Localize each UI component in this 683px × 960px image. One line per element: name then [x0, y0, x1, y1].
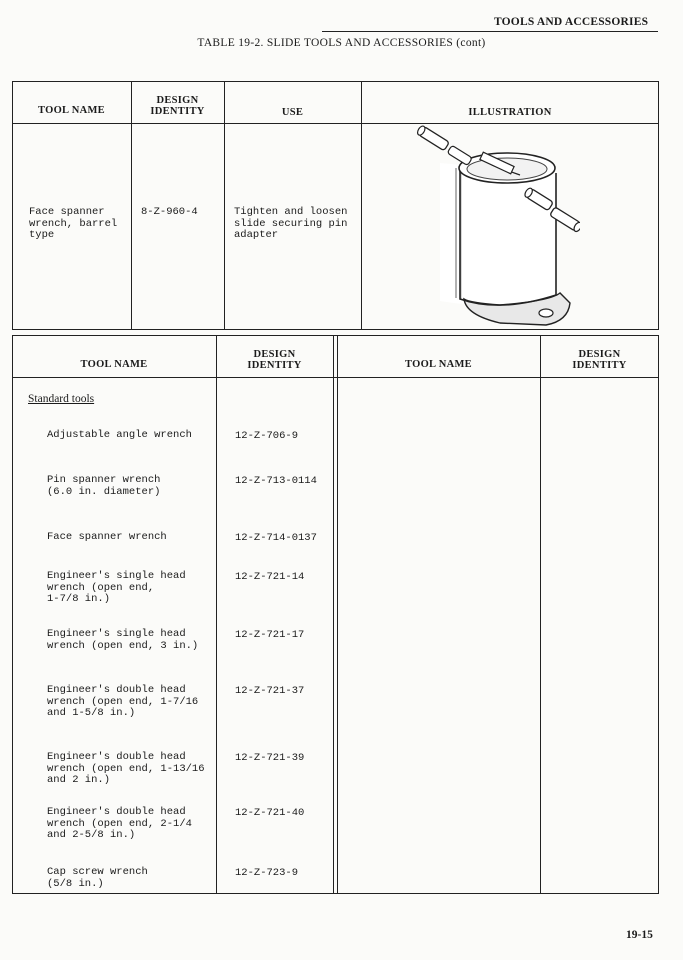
top-row-design-identity: 8-Z-960-4 [141, 206, 198, 218]
table-title: TABLE 19-2. SLIDE TOOLS AND ACCESSORIES (cont) [197, 37, 486, 49]
tool-name: Cap screw wrench (5/8 in.) [47, 866, 148, 890]
top-table-divider [361, 81, 362, 330]
tool-identity: 12-Z-721-40 [235, 807, 305, 819]
bottom-table-divider [337, 335, 338, 894]
tool-identity: 12-Z-713-0114 [235, 475, 317, 487]
top-header-illustration: ILLUSTRATION [468, 107, 552, 118]
top-table-divider [131, 81, 132, 330]
tool-name: Engineer's double head wrench (open end, 1-13/16 and 2 in.) [47, 751, 205, 786]
tool-identity: 12-Z-721-39 [235, 752, 305, 764]
tool-identity: 12-Z-706-9 [235, 430, 299, 442]
tool-name: Engineer's single head wrench (open end, 3 in.) [47, 628, 199, 652]
section-header: TOOLS AND ACCESSORIES [494, 16, 649, 28]
tool-name: Adjustable angle wrench [47, 429, 192, 441]
tool-identity: 12-Z-723-9 [235, 867, 299, 879]
tool-identity: 12-Z-721-37 [235, 685, 305, 697]
top-header-tool-name: TOOL NAME [38, 105, 105, 116]
bottom-table-divider [333, 335, 334, 894]
top-table-divider [224, 81, 225, 330]
top-header-use: USE [281, 107, 304, 118]
section-heading-standard-tools: Standard tools [28, 393, 95, 405]
page-number: 19-15 [626, 929, 653, 941]
tool-identity: 12-Z-714-0137 [235, 532, 317, 544]
top-header-design-identity: DESIGN IDENTITY [150, 95, 205, 117]
tool-name: Engineer's double head wrench (open end, 1-7/16 and 1-5/8 in.) [47, 684, 199, 719]
tool-name: Engineer's single head wrench (open end, 1-7/8 in.) [47, 570, 186, 605]
bottom-header-design-identity-right: DESIGN IDENTITY [572, 349, 627, 371]
bottom-header-design-identity-left: DESIGN IDENTITY [247, 349, 302, 371]
tool-identity: 12-Z-721-14 [235, 571, 305, 583]
bottom-table-header-rule [12, 377, 659, 378]
barrel-spanner-wrench-illustration [400, 123, 580, 330]
header-rule [322, 31, 658, 32]
top-row-use: Tighten and loosen slide securing pin adapter [234, 206, 348, 241]
bottom-table-divider [540, 335, 541, 894]
tool-name: Face spanner wrench [47, 531, 167, 543]
tool-identity: 12-Z-721-17 [235, 629, 305, 641]
top-row-tool-name: Face spanner wrench, barrel type [29, 206, 118, 241]
bottom-header-tool-name-right: TOOL NAME [405, 359, 472, 370]
bottom-table-divider [216, 335, 217, 894]
tool-name: Pin spanner wrench (6.0 in. diameter) [47, 474, 161, 498]
bottom-header-tool-name-left: TOOL NAME [80, 359, 148, 370]
tool-name: Engineer's double head wrench (open end, 2-1/4 and 2-5/8 in.) [47, 806, 192, 841]
